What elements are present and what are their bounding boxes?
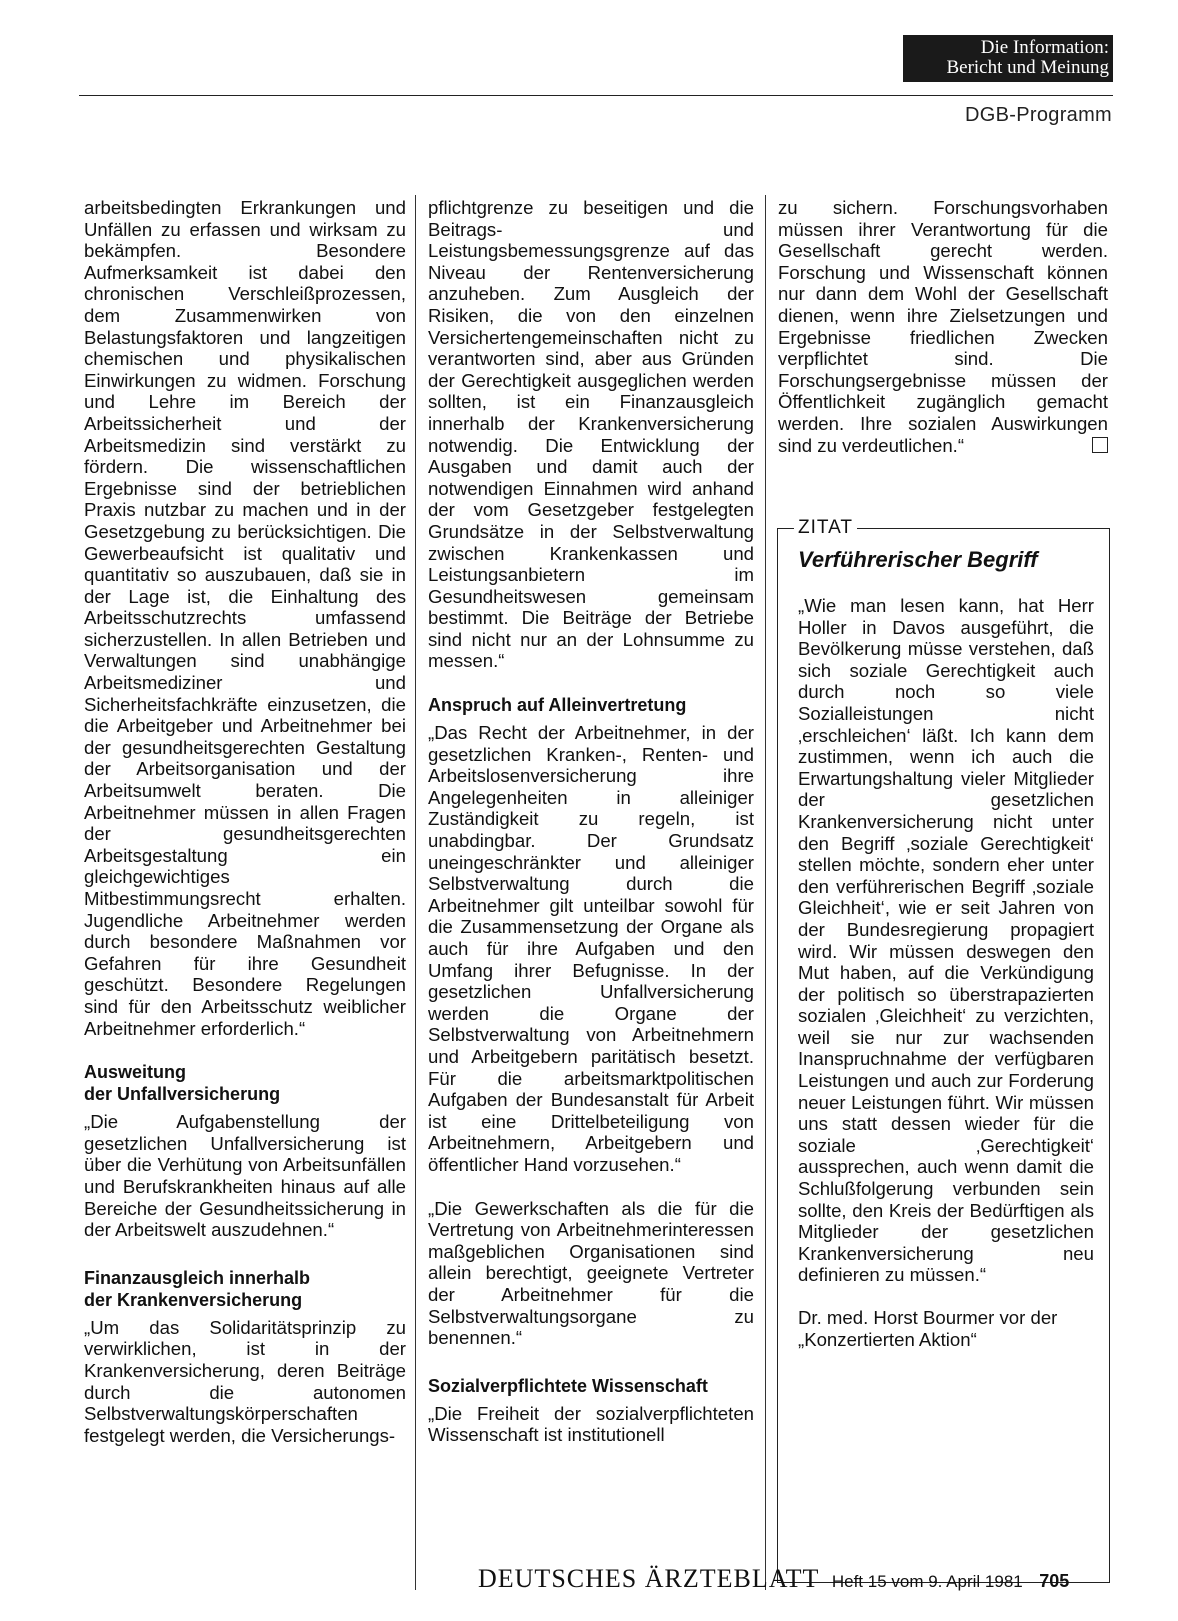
col1-paragraph-1: arbeitsbedingten Erkrankungen und Unfällen zu erfassen und wirksam zu bekämpfen. Besondere Aufmerksamkeit ist dabei den chronischen Verschleißprozessen, dem Zusammenwirken von Belastungsfaktoren und langzeitigen chemischen und physikalischen Einwirkungen zu widmen. Forschung und Lehre im Bereich der Arbeitssicherheit und der Arbeitsmedizin sind verstärkt zu fördern. Die wissenschaftlichen Ergebnisse sind der betrieblichen Praxis nutzbar zu machen und in der Gesetzgebung zu berücksichtigen. Die Gewerbeaufsicht ist qualitativ und quantitativ so auszubauen, daß sie in der Lage ist, die Einhaltung des Arbeitsschutzrechts umfassend sicherzustellen. In allen Betrieben und Verwaltungen sind unabhängige Arbeitsmediziner und Sicherheitsfachkräfte einzusetzen, die die Arbeitgeber und Arbeitnehmer bei der gesundheitsgerechten Gestaltung der Arbeitsorganisation und der Arbeitsumwelt beraten. Die Arbeitnehmer müssen in allen Fragen der gesundheitsgerechten Arbeitsgestaltung ein gleichgewichtiges Mitbestimmungsrecht erhalten. Jugendliche Arbeitnehmer werden durch besondere Maßnahmen vor Gefahren für ihre Gesundheit geschützt. Besondere Regelungen sind für den Arbeitsschutz weiblicher Arbeitnehmer erforderlich.“ bbox=[84, 197, 406, 1039]
column-1 bbox=[84, 197, 406, 1446]
col2-paragraph-3: „Die Gewerkschaften als die für die Vertretung von Arbeitnehmerinteressen maßgeblichen Organisationen sind allein berechtigt, geeignete Vertreter der Arbeitnehmer für die Selbstverwaltungsorgane zu benennen.“ bbox=[428, 1197, 754, 1349]
page-number: 705 bbox=[1039, 1571, 1070, 1591]
column-divider-1 bbox=[415, 195, 416, 1590]
col2-heading-1: Anspruch auf Alleinvertretung bbox=[428, 695, 687, 716]
col2-paragraph-2: „Das Recht der Arbeitnehmer, in der gesetzlichen Kranken-, Renten- und Arbeitslosenversicherung ihre Angelegenheiten in alleiniger Zuständigkeit zu regeln, ist unabdingbar. Der Grundsatz uneingeschränkter und alleiniger Selbstverwaltung durch die Arbeitnehmer gilt unteilbar sowohl für die Zusammensetzung der Organe als auch für ihre Aufgaben und den Umfang ihrer Befugnisse. In der gesetzlichen Unfallversicherung werden die Organe der Selbstverwaltung von Arbeitnehmern und Arbeitgebern paritätisch besetzt. Für die arbeitsmarktpolitischen Aufgaben der Bundesanstalt für Arbeit ist eine Drittelbeteiligung von Arbeitnehmern, Arbeitgebern und öffentlicher Hand vorzusehen.“ bbox=[428, 722, 754, 1175]
column-2 bbox=[428, 197, 754, 1446]
issue-info: Heft 15 vom 9. April 1981 bbox=[831, 1572, 1023, 1591]
col1-paragraph-2: „Die Aufgabenstellung der gesetzlichen Unfallversicherung ist über die Verhütung von Arbeitsunfällen und Berufskrankheiten hinaus auf alle Bereiche der Gesundheitssicherung in der Arbeitswelt auszudehnen.“ bbox=[84, 1111, 406, 1241]
col3-paragraph-1-text: zu sichern. Forschungsvorhaben müssen ihrer Verantwortung für die Gesellschaft gerecht werden. Forschung und Wissenschaft können nur dann dem Wohl der Gesellschaft dienen, wenn ihre Zielsetzungen und Ergebnisse friedlichen Zwecken verpflichtet sind. Die Forschungsergebnisse müssen der Öffentlichkeit zugänglich gemacht werden. Ihre sozialen Auswirkungen sind zu verdeutlichen.“ bbox=[778, 197, 1108, 456]
subsection-title: DGB-Programm bbox=[965, 104, 1112, 126]
col1-heading-1-line2: der Unfallversicherung bbox=[84, 1084, 281, 1105]
page-footer bbox=[478, 1564, 1069, 1594]
quote-box-body bbox=[798, 595, 1094, 1350]
column-3 bbox=[778, 197, 1108, 456]
header-rule bbox=[79, 95, 1113, 96]
section-tag bbox=[903, 35, 1113, 82]
col2-paragraph-1: pflichtgrenze zu beseitigen und die Beitrags- und Leistungsbemessungsgrenze auf das Niveau der Rentenversicherung anzuheben. Zum Ausgleich der Risiken, die von den einzelnen Versichertengemeinschaften nicht zu verantworten sind, aber aus Gründen der Gerechtigkeit ausgeglichen werden sollten, ist ein Finanzausgleich innerhalb der Krankenversicherung notwendig. Die Entwicklung der Ausgaben und damit auch der notwendigen Einnahmen wird anhand der vom Gesetzgeber festgelegten Grundsätze in der Selbstverwaltung zwischen Krankenkassen und Leistungsanbietern im Gesundheitswesen gemeinsam bestimmt. Die Beiträge der Betriebe sind nicht nur an der Lohnsumme zu messen.“ bbox=[428, 197, 754, 672]
col1-paragraph-3: „Um das Solidaritätsprinzip zu verwirklichen, ist in der Krankenversicherung, deren Beiträge durch die autonomen Selbstverwaltungskörperschaften festgelegt werden, die Versicherungs- bbox=[84, 1316, 406, 1446]
quote-box-title: Verführerischer Begriff bbox=[798, 547, 1038, 572]
quote-box-label: ZITAT bbox=[794, 517, 857, 539]
quote-attribution: Dr. med. Horst Bourmer vor der „Konzertierten Aktion“ bbox=[798, 1307, 1058, 1350]
quote-box bbox=[777, 517, 1110, 1583]
section-tag-line1: Die Information: bbox=[980, 37, 1109, 58]
col2-paragraph-4: „Die Freiheit der sozialverpflichteten Wissenschaft ist institutionell bbox=[428, 1402, 754, 1446]
col3-paragraph-1 bbox=[778, 197, 1108, 456]
quote-text: „Wie man lesen kann, hat Herr Holler in Davos ausgeführt, die Bevölkerung müsse verstehen, daß sich soziale Gerechtigkeit auch durch noch so viele Sozialleistungen nicht ‚erschleichen‘ läßt. Ich kann dem zustimmen, wenn ich auch die Erwartungshaltung vieler Mitglieder der gesetzlichen Krankenversicherung nicht unter den Begriff ‚soziale Gerechtigkeit‘ stellen möchte, sondern eher unter den verführerischen Begriff ‚soziale Gleichheit‘, wie er seit Jahren von der Bundesregierung propagiert wird. Wir müssen deswegen den Mut haben, auf die Verkündigung der politisch so überstrapazierten sozialen ‚Gleichheit‘ zu verzichten, weil sie nur zur wachsenden Inanspruchnahme der verfügbaren Leistungen und auch zur Forderung neuer Leistungen führt. Wir müssen uns statt dessen wieder für die soziale ‚Gerechtigkeit‘ aussprechen, auch wenn damit die Schlußfolgerung verbunden sein sollte, den Kreis der Bedürftigen als Mitglieder der gesetzlichen Krankenversicherung neu definieren zu müssen.“ bbox=[798, 595, 1094, 1286]
col1-heading-1 bbox=[84, 1061, 406, 1105]
col1-heading-1-line1: Ausweitung bbox=[84, 1062, 186, 1083]
section-tag-line2: Bericht und Meinung bbox=[946, 57, 1109, 78]
col1-heading-2 bbox=[84, 1267, 406, 1311]
col2-heading-2: Sozialverpflichtete Wissenschaft bbox=[428, 1375, 708, 1396]
col1-heading-2-line2: der Krankenversicherung bbox=[84, 1289, 303, 1310]
column-divider-2 bbox=[765, 195, 766, 1590]
journal-name: DEUTSCHES ÄRZTEBLATT bbox=[478, 1564, 820, 1593]
end-mark-icon bbox=[1092, 437, 1108, 453]
col1-heading-2-line1: Finanzausgleich innerhalb bbox=[84, 1267, 311, 1288]
